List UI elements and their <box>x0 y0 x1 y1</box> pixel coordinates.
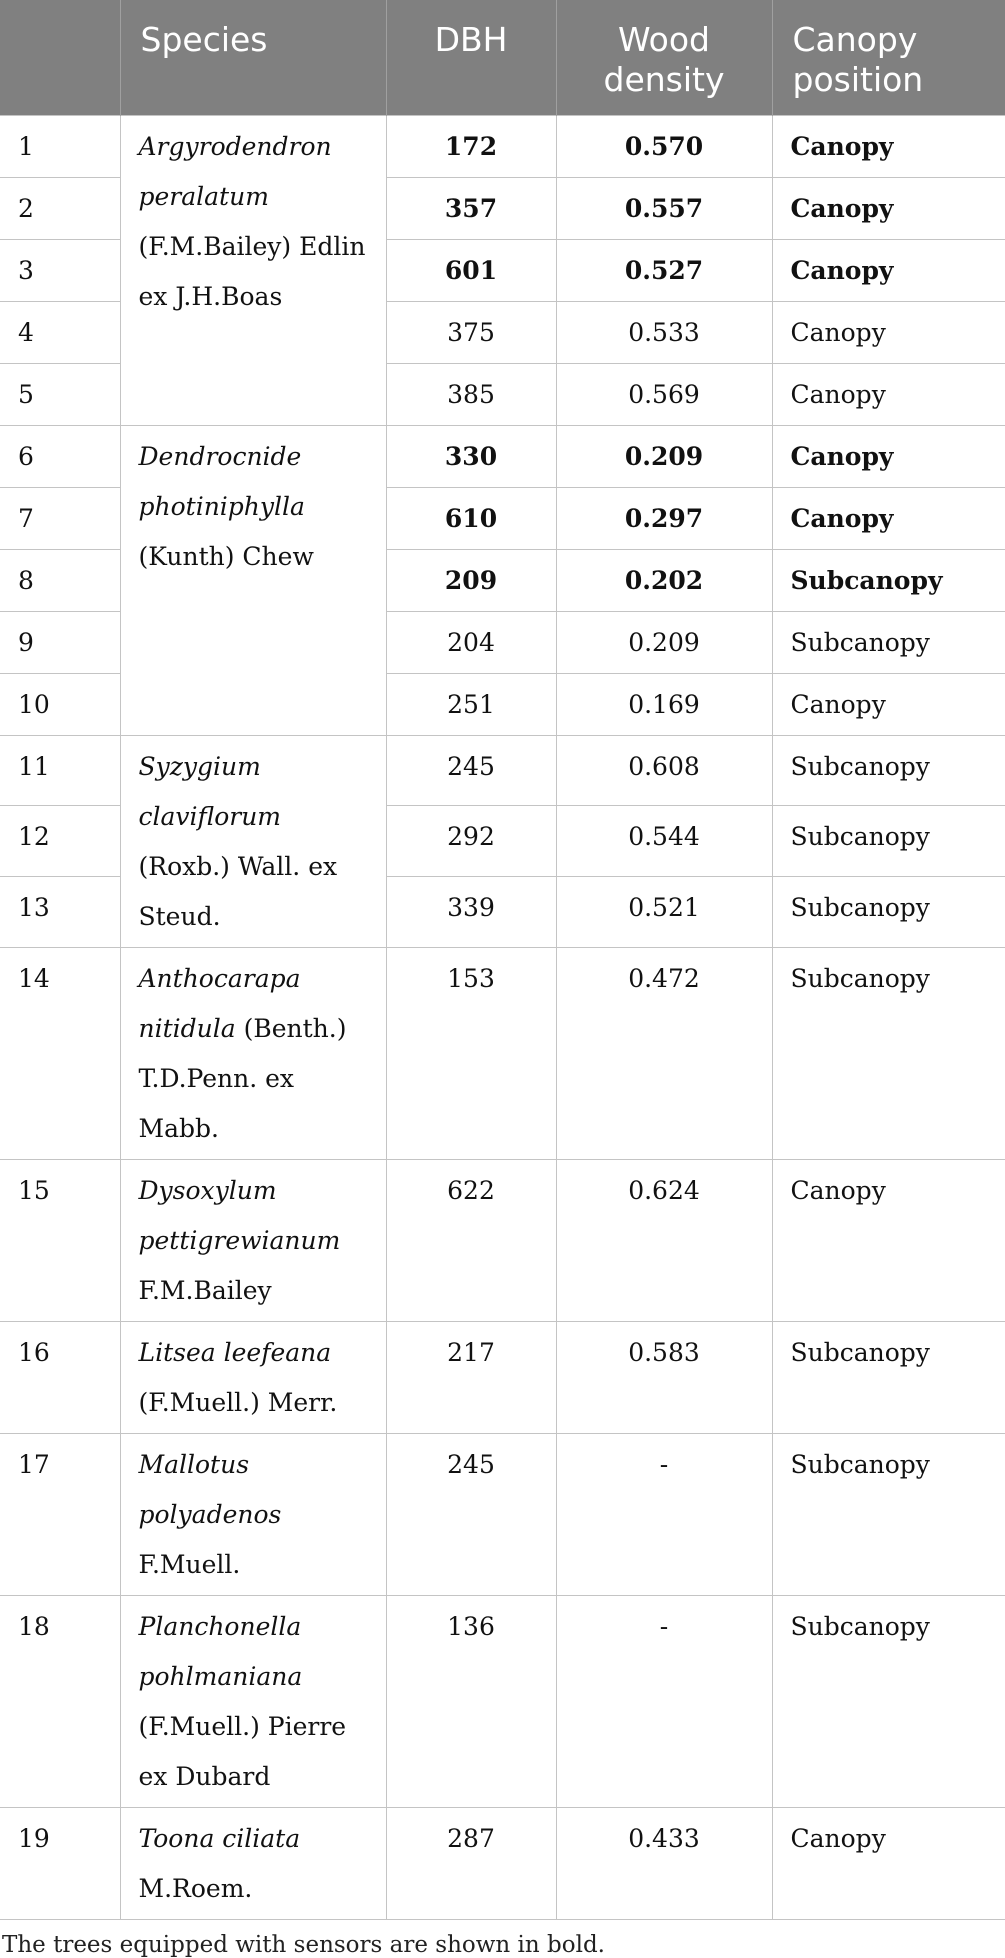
header-index <box>0 0 120 115</box>
species-authority: (F.Muell.) Merr. <box>138 1387 338 1417</box>
row-number: 16 <box>0 1321 120 1433</box>
canopy-position-cell: Canopy <box>772 1159 1005 1321</box>
species-name: Mallotus polyadenos <box>138 1449 282 1529</box>
dbh-cell: 622 <box>386 1159 556 1321</box>
wood-density-cell: 0.297 <box>556 487 772 549</box>
row-number: 6 <box>0 425 120 487</box>
canopy-position-cell: Canopy <box>772 363 1005 425</box>
table-row <box>0 1595 1005 1807</box>
species-cell <box>120 1159 386 1321</box>
dbh-cell: 375 <box>386 301 556 363</box>
dbh-cell: 209 <box>386 549 556 611</box>
canopy-position-cell: Canopy <box>772 177 1005 239</box>
canopy-position-cell: Subcanopy <box>772 735 1005 806</box>
species-name: Dendrocnide photiniphylla <box>138 441 305 521</box>
dbh-cell: 385 <box>386 363 556 425</box>
species-name: Dysoxylum pettigrewianum <box>138 1175 341 1255</box>
wood-density-cell: 0.608 <box>556 735 772 806</box>
dbh-cell: 172 <box>386 115 556 177</box>
table-header <box>0 0 1005 115</box>
table-row <box>0 1433 1005 1595</box>
wood-density-cell: 0.169 <box>556 673 772 735</box>
header-row <box>0 0 1005 115</box>
species-name: Argyrodendron peralatum <box>138 131 332 211</box>
dbh-cell: 330 <box>386 425 556 487</box>
canopy-position-cell: Subcanopy <box>772 549 1005 611</box>
wood-density-cell: 0.570 <box>556 115 772 177</box>
canopy-position-cell: Subcanopy <box>772 806 1005 877</box>
wood-density-cell: 0.533 <box>556 301 772 363</box>
row-number: 1 <box>0 115 120 177</box>
dbh-cell: 610 <box>386 487 556 549</box>
species-cell <box>120 425 386 735</box>
species-name: Planchonella pohlmaniana <box>138 1611 303 1691</box>
species-cell <box>120 115 386 425</box>
species-authority: (Benth.) T.D.Penn. ex Mabb. <box>138 1013 347 1143</box>
wood-density-cell: 0.583 <box>556 1321 772 1433</box>
row-number: 12 <box>0 806 120 877</box>
species-authority: (F.Muell.) Pierre ex Dubard <box>138 1711 347 1791</box>
dbh-cell: 601 <box>386 239 556 301</box>
species-name: Litsea leefeana <box>138 1337 332 1367</box>
row-number: 9 <box>0 611 120 673</box>
dbh-cell: 245 <box>386 735 556 806</box>
dbh-cell: 136 <box>386 1595 556 1807</box>
species-authority: (Kunth) Chew <box>138 541 314 571</box>
canopy-position-cell: Subcanopy <box>772 611 1005 673</box>
dbh-cell: 292 <box>386 806 556 877</box>
row-number: 2 <box>0 177 120 239</box>
species-authority: M.Roem. <box>138 1873 253 1903</box>
species-cell <box>120 1595 386 1807</box>
table-row <box>0 1321 1005 1433</box>
canopy-position-cell: Canopy <box>772 1807 1005 1919</box>
canopy-position-cell: Subcanopy <box>772 947 1005 1159</box>
table-row <box>0 947 1005 1159</box>
row-number: 17 <box>0 1433 120 1595</box>
wood-density-cell: 0.472 <box>556 947 772 1159</box>
row-number: 18 <box>0 1595 120 1807</box>
wood-density-cell: 0.521 <box>556 876 772 947</box>
row-number: 7 <box>0 487 120 549</box>
wood-density-cell: 0.209 <box>556 611 772 673</box>
wood-density-cell: 0.202 <box>556 549 772 611</box>
row-number: 14 <box>0 947 120 1159</box>
canopy-position-cell: Subcanopy <box>772 1595 1005 1807</box>
wood-density-cell: 0.527 <box>556 239 772 301</box>
wood-density-cell: - <box>556 1595 772 1807</box>
dbh-cell: 217 <box>386 1321 556 1433</box>
table-row <box>0 1159 1005 1321</box>
canopy-position-cell: Canopy <box>772 487 1005 549</box>
row-number: 3 <box>0 239 120 301</box>
row-number: 15 <box>0 1159 120 1321</box>
wood-density-cell: 0.569 <box>556 363 772 425</box>
wood-density-cell: 0.557 <box>556 177 772 239</box>
wood-density-cell: 0.624 <box>556 1159 772 1321</box>
header-species: Species <box>120 0 386 115</box>
species-authority: F.M.Bailey <box>138 1275 272 1305</box>
species-cell <box>120 735 386 947</box>
dbh-cell: 357 <box>386 177 556 239</box>
species-name: Anthocarapa nitidula <box>138 963 301 1043</box>
species-name: Toona ciliata <box>138 1823 301 1853</box>
canopy-position-cell: Subcanopy <box>772 876 1005 947</box>
wood-density-cell: - <box>556 1433 772 1595</box>
dbh-cell: 251 <box>386 673 556 735</box>
species-cell <box>120 1807 386 1919</box>
dbh-cell: 204 <box>386 611 556 673</box>
species-authority: (F.M.Bailey) Edlin ex J.H.Boas <box>138 231 366 311</box>
wood-density-cell: 0.209 <box>556 425 772 487</box>
table-row <box>0 735 1005 806</box>
header-dbh: DBH <box>386 0 556 115</box>
table-row <box>0 115 1005 177</box>
row-number: 4 <box>0 301 120 363</box>
table-row <box>0 425 1005 487</box>
species-cell <box>120 1321 386 1433</box>
row-number: 5 <box>0 363 120 425</box>
canopy-position-cell: Subcanopy <box>772 1433 1005 1595</box>
table-row <box>0 1807 1005 1919</box>
species-cell <box>120 947 386 1159</box>
row-number: 13 <box>0 876 120 947</box>
row-number: 10 <box>0 673 120 735</box>
canopy-position-cell: Subcanopy <box>772 1321 1005 1433</box>
dbh-cell: 287 <box>386 1807 556 1919</box>
wood-density-cell: 0.544 <box>556 806 772 877</box>
header-canopy-position: Canopy position <box>772 0 1005 115</box>
footnote: The trees equipped with sensors are shown in bold. <box>2 1931 605 1958</box>
row-number: 8 <box>0 549 120 611</box>
species-authority: F.Muell. <box>138 1549 241 1579</box>
canopy-position-cell: Canopy <box>772 115 1005 177</box>
table-body <box>0 115 1005 1919</box>
species-cell <box>120 1433 386 1595</box>
canopy-position-cell: Canopy <box>772 425 1005 487</box>
header-wood-density: Wood density <box>556 0 772 115</box>
row-number: 19 <box>0 1807 120 1919</box>
wood-density-cell: 0.433 <box>556 1807 772 1919</box>
dbh-cell: 153 <box>386 947 556 1159</box>
dbh-cell: 245 <box>386 1433 556 1595</box>
species-name: Syzygium claviflorum <box>138 751 282 831</box>
canopy-position-cell: Canopy <box>772 301 1005 363</box>
row-number: 11 <box>0 735 120 806</box>
dbh-cell: 339 <box>386 876 556 947</box>
species-authority: (Roxb.) Wall. ex Steud. <box>138 851 338 931</box>
canopy-position-cell: Canopy <box>772 673 1005 735</box>
canopy-position-cell: Canopy <box>772 239 1005 301</box>
